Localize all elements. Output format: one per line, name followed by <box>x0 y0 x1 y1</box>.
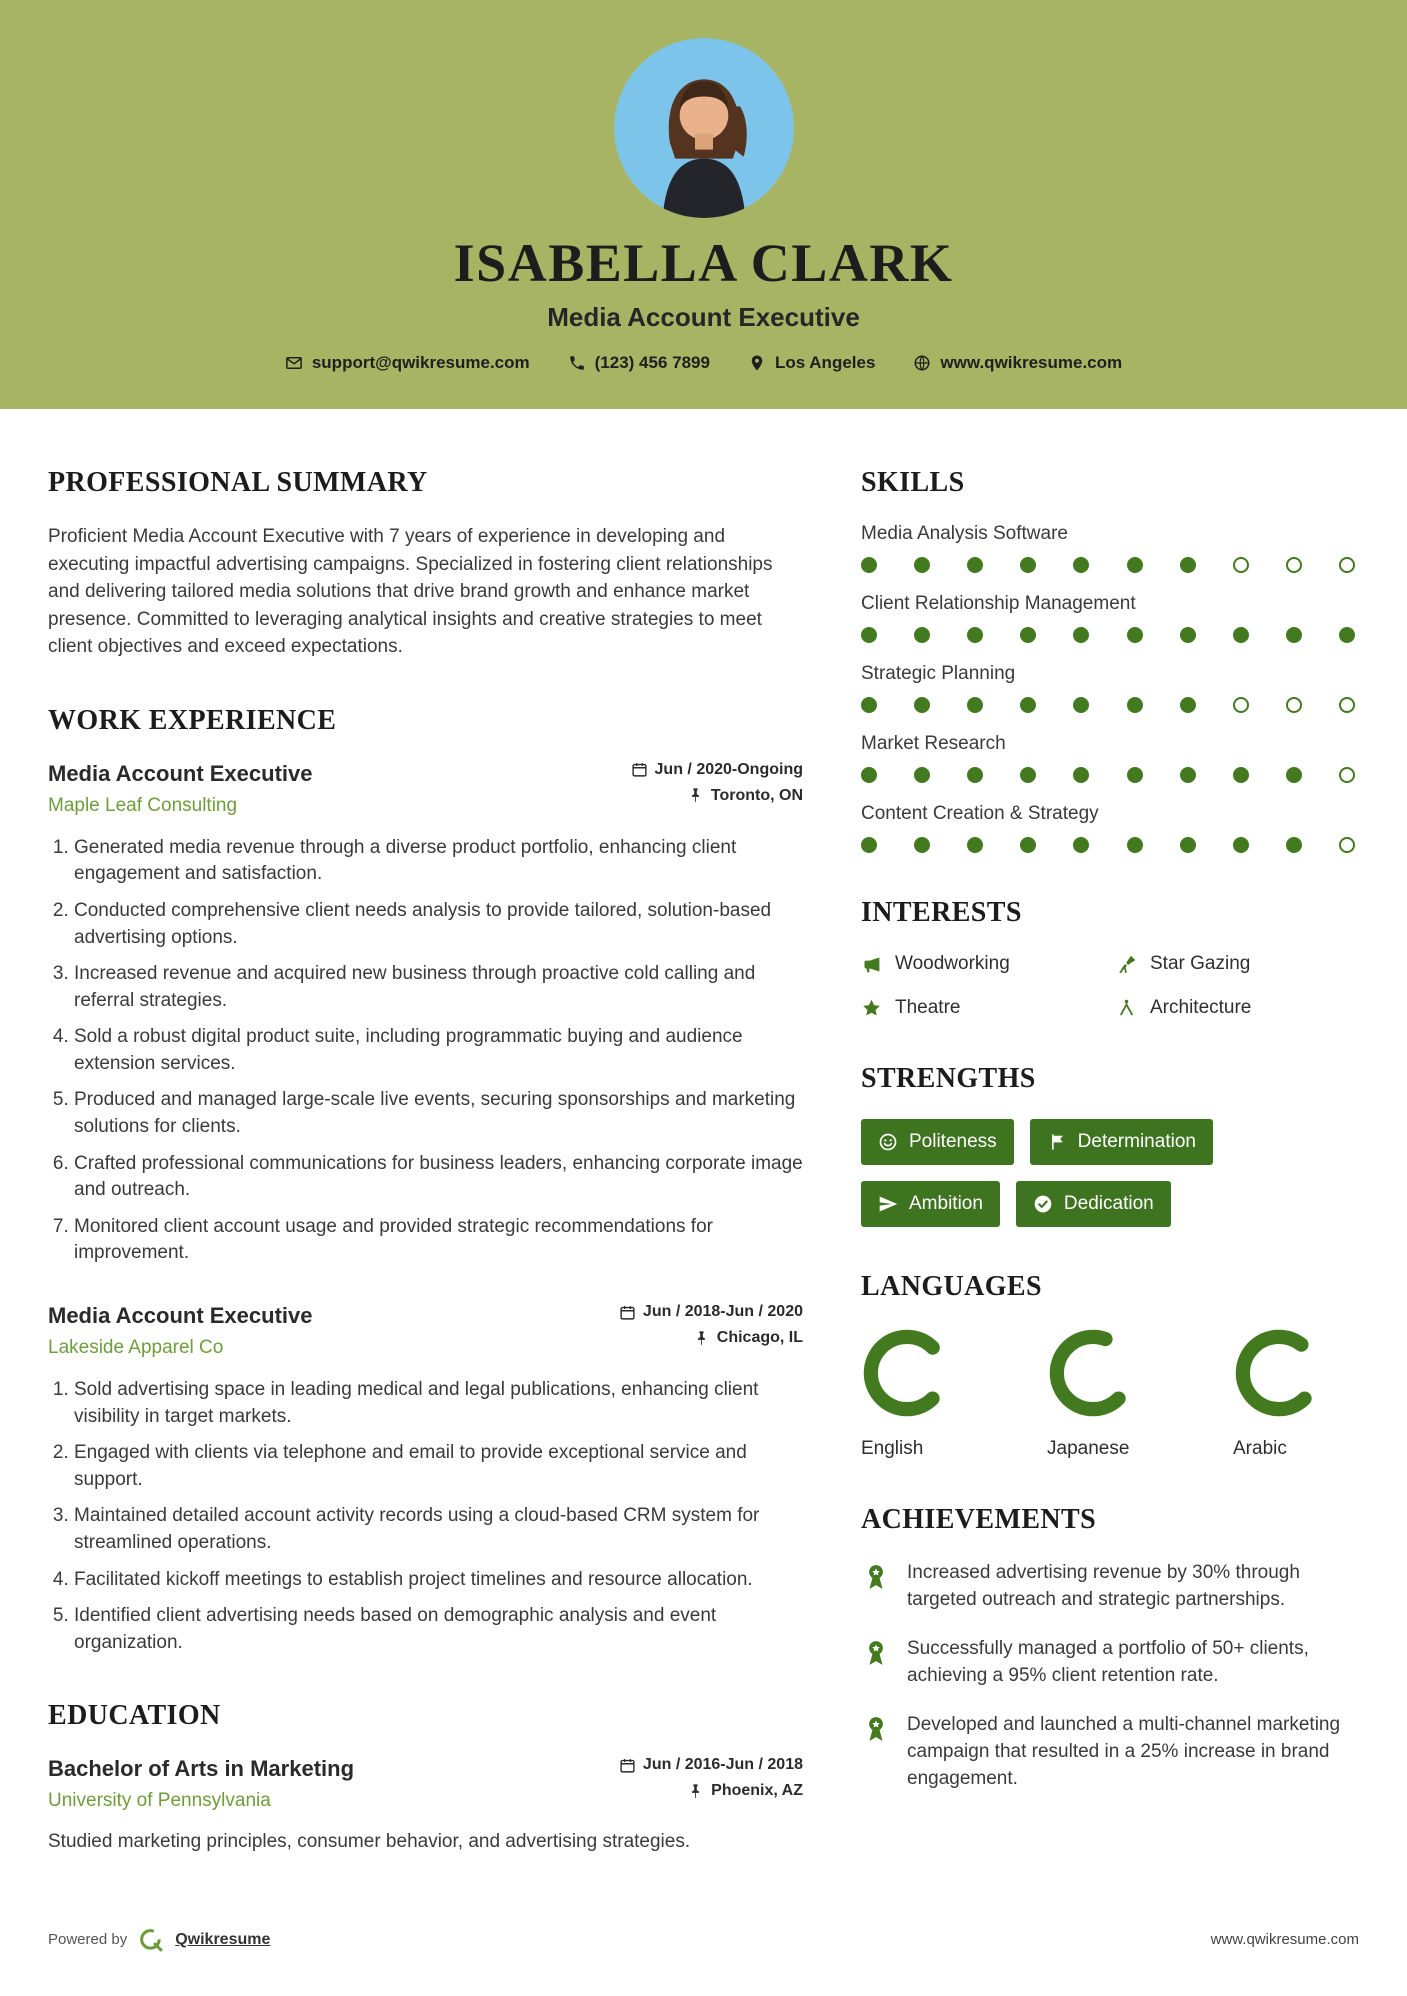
skill-dot <box>861 697 877 713</box>
avatar-photo <box>614 38 794 218</box>
language-donut <box>1047 1327 1139 1419</box>
check-circle-icon <box>1033 1194 1053 1214</box>
skill-dot <box>1233 627 1249 643</box>
skill-dot <box>1286 557 1302 573</box>
job-location: Chicago, IL <box>716 1329 803 1347</box>
interest-label: Star Gazing <box>1150 953 1251 974</box>
skill-dot <box>914 557 930 573</box>
skill-dot <box>1073 837 1089 853</box>
skill-dot <box>1020 557 1036 573</box>
job-bullets <box>48 1377 803 1656</box>
job-title: Media Account Executive <box>48 760 313 786</box>
skill-dot <box>914 837 930 853</box>
powered-by-text: Powered by <box>48 1931 128 1949</box>
location-pin-icon <box>748 354 766 372</box>
job-header <box>48 761 803 817</box>
contact-website-text: www.qwikresume.com <box>940 353 1123 372</box>
contact-bar <box>0 353 1407 373</box>
skill-dot <box>1286 837 1302 853</box>
skill-dot <box>914 767 930 783</box>
interest-item <box>1116 997 1359 1019</box>
job-bullet: 3. Maintained detailed account activity records using a cloud-based CRM system for streamlined operations. <box>74 1503 803 1556</box>
achievement-text: Increased advertising revenue by 30% through targeted outreach and strategic partnerships. <box>907 1562 1300 1610</box>
job-bullet: 2. Engaged with clients via telephone and email to provide exceptional service and support. <box>74 1440 803 1493</box>
skill-dot <box>1127 767 1143 783</box>
skill-row <box>861 663 1359 713</box>
job-location: Toronto, ON <box>710 786 803 804</box>
medal-icon <box>861 1562 891 1592</box>
job-header <box>48 1303 803 1359</box>
woodworking-icon <box>861 954 882 975</box>
interest-item <box>1116 953 1359 975</box>
skill-dot <box>1127 627 1143 643</box>
skill-dot <box>967 697 983 713</box>
job-bullet: 1. Generated media revenue through a diverse product portfolio, enhancing client engagement and satisfaction. <box>74 835 803 888</box>
skill-dot <box>967 837 983 853</box>
skill-row <box>861 593 1359 643</box>
skill-dot <box>1073 767 1089 783</box>
skill-row <box>861 523 1359 573</box>
education-date: Jun / 2016-Jun / 2018 <box>642 1756 803 1774</box>
section-interests <box>861 897 1359 1019</box>
education-degree: Bachelor of Arts in Marketing <box>48 1756 355 1782</box>
job-bullet: 5. Produced and managed large-scale live events, securing sponsorships and marketing solutions for clients. <box>74 1087 803 1140</box>
job-meta <box>619 1303 803 1355</box>
interest-item <box>861 953 1104 975</box>
resume-body <box>0 409 1407 1900</box>
person-name: ISABELLA CLARK <box>453 233 954 293</box>
footer <box>0 1900 1407 1996</box>
job-bullet: 4. Facilitated kickoff meetings to establish project timelines and resource allocation. <box>74 1567 803 1594</box>
skill-dot <box>1020 767 1036 783</box>
job-bullet: 3. Increased revenue and acquired new business through proactive cold calling and referral strategies. <box>74 961 803 1014</box>
skill-dot <box>1339 627 1355 643</box>
contact-phone[interactable] <box>568 353 710 373</box>
skill-dot <box>1286 767 1302 783</box>
skill-dot <box>861 767 877 783</box>
globe-icon <box>913 354 931 372</box>
education-description: Studied marketing principles, consumer behavior, and advertising strategies. <box>48 1831 691 1853</box>
skills-heading: SKILLS <box>861 467 965 498</box>
contact-location <box>748 353 875 373</box>
language-item <box>1233 1327 1325 1460</box>
interest-label: Theatre <box>895 997 961 1018</box>
job-date: Jun / 2018-Jun / 2020 <box>642 1303 803 1321</box>
right-column <box>861 467 1359 1837</box>
skill-dot <box>1020 837 1036 853</box>
skill-dot <box>1127 837 1143 853</box>
strength-badge <box>861 1181 1000 1227</box>
powered-by <box>48 1926 270 1954</box>
language-name: Japanese <box>1047 1438 1130 1459</box>
skill-row <box>861 803 1359 853</box>
skill-dots <box>861 557 1359 573</box>
job-bullet: 7. Monitored client account usage and provided strategic recommendations for improvement. <box>74 1214 803 1267</box>
education-heading: EDUCATION <box>48 1700 221 1732</box>
skill-dot <box>967 627 983 643</box>
star-gazing-icon <box>1116 954 1137 975</box>
skill-dot <box>1127 557 1143 573</box>
contact-phone-text: (123) 456 7899 <box>594 353 710 372</box>
skill-dot <box>1286 697 1302 713</box>
strength-label: Politeness <box>909 1131 997 1152</box>
achievement-item <box>861 1560 1359 1614</box>
strength-badge <box>1016 1181 1171 1227</box>
interest-item <box>861 997 1104 1019</box>
job-company: Lakeside Apparel Co <box>48 1337 224 1359</box>
section-achievements <box>861 1504 1359 1793</box>
job-bullet: 4. Sold a robust digital product suite, including programmatic buying and audience extension services. <box>74 1024 803 1077</box>
pushpin-icon <box>687 787 704 804</box>
skill-dot <box>861 557 877 573</box>
skill-dot <box>1020 627 1036 643</box>
language-item <box>861 1327 953 1460</box>
section-strengths <box>861 1063 1359 1227</box>
job-meta <box>631 761 803 813</box>
language-name: Arabic <box>1233 1438 1287 1459</box>
skill-dot <box>967 767 983 783</box>
strength-label: Ambition <box>909 1193 983 1214</box>
skill-dot <box>1020 697 1036 713</box>
experience-heading: WORK EXPERIENCE <box>48 704 337 736</box>
skill-name: Market Research <box>861 733 1006 754</box>
job-date: Jun / 2020-Ongoing <box>654 760 803 778</box>
skill-name: Strategic Planning <box>861 663 1016 684</box>
skill-dot <box>861 627 877 643</box>
job-company: Maple Leaf Consulting <box>48 794 238 816</box>
skill-dot <box>1180 767 1196 783</box>
strength-label: Determination <box>1077 1131 1196 1152</box>
education-meta <box>619 1756 803 1808</box>
interest-label: Woodworking <box>895 953 1010 974</box>
left-column <box>48 467 803 1900</box>
medal-icon <box>861 1638 891 1668</box>
skill-dot <box>1233 557 1249 573</box>
education-school: University of Pennsylvania <box>48 1790 271 1812</box>
phone-icon <box>568 354 586 372</box>
achievement-text: Developed and launched a multi-channel marketing campaign that resulted in a 25% increase in brand engagement. <box>907 1713 1341 1789</box>
skill-dot <box>1233 697 1249 713</box>
languages-heading: LANGUAGES <box>861 1271 1042 1302</box>
skill-dots <box>861 767 1359 783</box>
skill-dot <box>1339 697 1355 713</box>
education-entry <box>48 1756 803 1856</box>
language-item <box>1047 1327 1139 1460</box>
flag-icon <box>1047 1132 1067 1152</box>
language-name: English <box>861 1438 924 1459</box>
skill-dot <box>1339 557 1355 573</box>
strength-label: Dedication <box>1063 1193 1154 1214</box>
strength-badge <box>1030 1119 1213 1165</box>
qwikresume-link[interactable]: Qwikresume <box>175 1930 271 1948</box>
skill-dot <box>1180 627 1196 643</box>
job-title: Media Account Executive <box>48 1303 313 1329</box>
qwikresume-logo-icon <box>137 1926 165 1954</box>
contact-location-text: Los Angeles <box>774 353 876 372</box>
theatre-icon <box>861 998 882 1019</box>
languages-row <box>861 1327 1359 1460</box>
footer-website: www.qwikresume.com <box>1210 1931 1359 1949</box>
contact-website[interactable] <box>913 353 1122 373</box>
calendar-icon <box>619 1757 636 1774</box>
section-professional-summary <box>48 467 803 661</box>
skill-dot <box>1073 697 1089 713</box>
job-entry-1 <box>48 761 803 1267</box>
achievement-item <box>861 1712 1359 1793</box>
skill-dot <box>1339 837 1355 853</box>
skill-dot <box>1180 557 1196 573</box>
avatar <box>614 38 794 218</box>
language-donut <box>1233 1327 1325 1419</box>
person-title: Media Account Executive <box>547 302 860 332</box>
interests-heading: INTERESTS <box>861 897 1022 928</box>
skill-dot <box>1233 767 1249 783</box>
skill-name: Media Analysis Software <box>861 523 1068 544</box>
job-bullet: 5. Identified client advertising needs based on demographic analysis and event organization. <box>74 1603 803 1656</box>
skill-name: Content Creation & Strategy <box>861 803 1099 824</box>
skill-dots <box>861 697 1359 713</box>
paper-plane-icon <box>878 1194 898 1214</box>
calendar-icon <box>619 1304 636 1321</box>
skill-dot <box>914 697 930 713</box>
education-location: Phoenix, AZ <box>711 1782 803 1800</box>
skill-dot <box>1180 697 1196 713</box>
skill-dot <box>1339 767 1355 783</box>
strengths-badges <box>861 1119 1359 1227</box>
strengths-heading: STRENGTHS <box>861 1063 1036 1094</box>
section-languages <box>861 1271 1359 1460</box>
smiley-icon <box>878 1132 898 1152</box>
job-bullet: 2. Conducted comprehensive client needs analysis to provide tailored, solution-based advertising options. <box>74 898 803 951</box>
skill-row <box>861 733 1359 783</box>
architecture-icon <box>1116 998 1137 1019</box>
skill-dots <box>861 837 1359 853</box>
achievement-text: Successfully managed a portfolio of 50+ clients, achieving a 95% client retention rate. <box>907 1637 1309 1686</box>
job-bullets <box>48 835 803 1267</box>
section-education <box>48 1700 803 1856</box>
medal-icon <box>861 1714 891 1744</box>
interests-grid <box>861 953 1359 1019</box>
achievements-heading: ACHIEVEMENTS <box>861 1504 1097 1535</box>
strength-badge <box>861 1119 1014 1165</box>
skill-dots <box>861 627 1359 643</box>
language-donut <box>861 1327 953 1419</box>
pushpin-icon <box>687 1783 704 1800</box>
header <box>0 0 1407 409</box>
skill-dot <box>1073 627 1089 643</box>
summary-heading: PROFESSIONAL SUMMARY <box>48 467 428 498</box>
skill-dot <box>1127 697 1143 713</box>
contact-email-text: support@qwikresume.com <box>311 353 530 372</box>
skill-name: Client Relationship Management <box>861 593 1136 614</box>
achievement-item <box>861 1636 1359 1690</box>
skill-dot <box>861 837 877 853</box>
job-bullet: 1. Sold advertising space in leading medical and legal publications, enhancing client visibility in target markets. <box>74 1377 803 1430</box>
contact-email[interactable] <box>285 353 530 373</box>
skill-dot <box>1233 837 1249 853</box>
summary-text: Proficient Media Account Executive with 7 years of experience in developing and executing impactful advertising campaigns. Specialized in fostering client relationships and delivering tailored media solutions that drive brand growth and enhance market presence. Committed to leveraging analytical insights and creative strategies to meet client objectives and exceed expectations. <box>48 526 773 658</box>
envelope-icon <box>285 354 303 372</box>
section-skills <box>861 467 1359 853</box>
calendar-icon <box>631 761 648 778</box>
skill-dot <box>1286 627 1302 643</box>
job-bullet: 6. Crafted professional communications for business leaders, enhancing corporate image and outreach. <box>74 1151 803 1204</box>
skill-dot <box>967 557 983 573</box>
section-work-experience <box>48 705 803 1657</box>
skill-dot <box>914 627 930 643</box>
skill-dot <box>1073 557 1089 573</box>
job-entry-2 <box>48 1303 803 1656</box>
interest-label: Architecture <box>1150 997 1252 1018</box>
pushpin-icon <box>693 1330 710 1347</box>
skill-dot <box>1180 837 1196 853</box>
